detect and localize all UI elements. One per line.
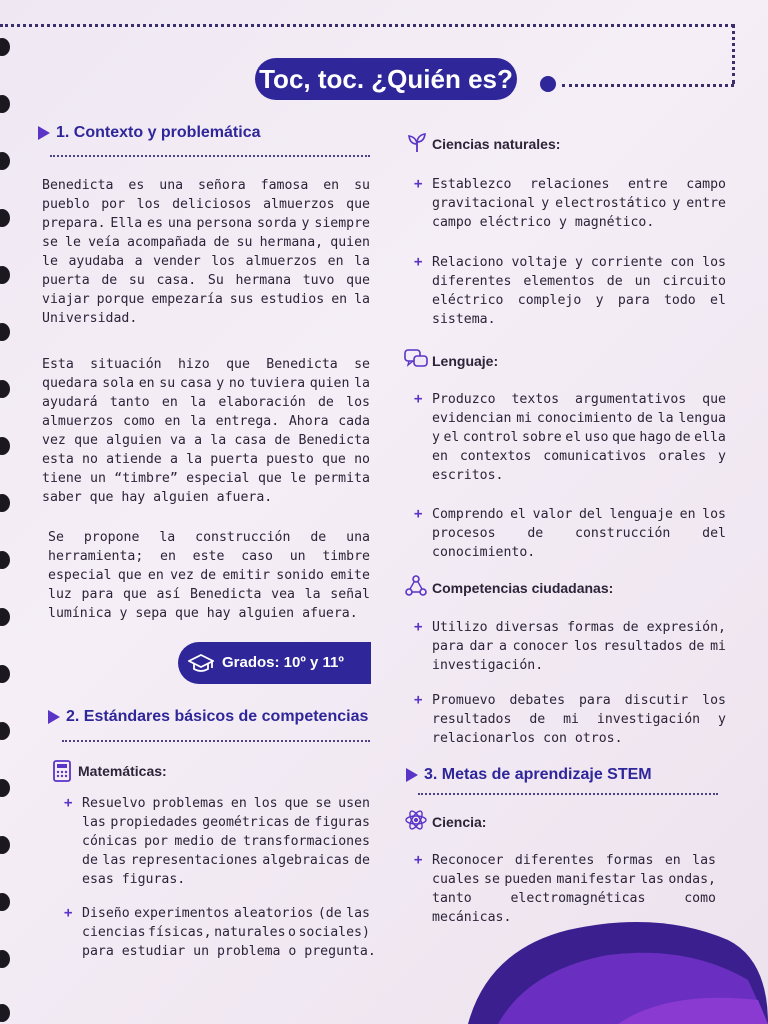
section1-heading-text: 1. Contexto y problemática [56,124,261,141]
calculator-icon [52,760,72,782]
text-line: le ayudaba a vender los almuerzos en la [42,254,370,269]
text-line: Relaciono voltaje y corriente con los [432,255,726,270]
text-line: se le veía acompañada de su hermana, quien [42,235,370,250]
decorative-dotted-line-title [562,84,734,87]
grades-badge [178,642,371,684]
text-line: herramienta; en este caso un timbre [48,549,370,564]
text-line: para estudiar un problema o pregunta. [82,944,376,959]
text-line: Diseño experimentos aleatorios (de las [82,906,370,921]
bullet-marker-icon: + [64,795,73,811]
people-network-icon [404,574,428,598]
text-line: Universidad. [42,311,138,326]
text-line: mecánicas. [432,910,512,925]
context-paragraph-3 [48,528,370,623]
text-line: cónicas por medio de transformaciones [82,834,370,849]
bullet-marker-icon: + [414,692,423,708]
text-line: resultados de mi investigación y [432,712,726,727]
text-line: Benedicta es una señora famosa en su [42,178,370,193]
bullet-marker-icon: + [414,506,423,522]
text-line: campo eléctrico y magnético. [432,215,655,230]
text-line: ciencias físicas, naturales o sociales) [82,925,370,940]
atom-icon [404,808,428,832]
text-line: esta no atiende a la puerta puesto que no [42,452,370,467]
text-line: procesos de construcción del [432,526,726,541]
section2-heading [48,708,368,726]
matematicas-item-2 [64,904,376,961]
text-line: vez que alguien va a la casa de Benedicta [42,433,370,448]
text-line: Utilizo diversas formas de expresión, [432,620,726,635]
text-line: tanto electromagnéticas como [432,891,716,906]
bullet-marker-icon: + [414,619,423,635]
competencias-ciudadanas-label: Competencias ciudadanas: [432,580,614,596]
text-line: puerta de su casa. Su hermana tuvo que [42,273,370,288]
speech-bubble-icon [404,348,428,370]
text-line: sistema. [432,312,496,327]
text-line: gravitacional y electrostático y entre [432,196,726,211]
section2-underline [62,740,370,742]
text-line: en contextos comunicativos orales y [432,449,726,464]
text-line: tiene un “timbre” especial que le permita [42,471,370,486]
ciudadanas-item-1 [414,618,726,675]
section3-heading [406,766,652,784]
bullet-marker-icon: + [414,852,423,868]
section1-underline [50,155,370,157]
ciencias-naturales-label: Ciencias naturales: [432,136,561,152]
text-line: Resuelvo problemas en los que se usen [82,796,370,811]
context-paragraph-1 [42,176,370,328]
bullet-marker-icon: + [414,254,423,270]
text-line: escritos. [432,468,504,483]
play-arrow-icon [48,710,60,724]
text-line: Promuevo debates para discutir los [432,693,726,708]
lenguaje-item-2 [414,505,726,562]
decorative-dotted-border-right [732,24,735,84]
text-line: investigación. [432,658,544,673]
text-line: prepara. Ella es una persona sorda y siempre [42,216,370,231]
text-line: viajar porque empezaría sus estudios en la [42,292,370,307]
text-line: de las representaciones algebraicas de [82,853,370,868]
text-line: esas figuras. [82,872,186,887]
decorative-dotted-border [0,24,734,27]
text-line: luz para que así Benedicta vea la señal [48,587,370,602]
lenguaje-item-1 [414,390,726,485]
text-line: Reconocer diferentes formas en las [432,853,716,868]
matematicas-item-1 [64,794,370,889]
decorative-purple-shape [468,910,768,1024]
page-title: Toc, toc. ¿Quién es? [255,58,517,100]
ciencia-label: Ciencia: [432,814,487,830]
ciudadanas-item-2 [414,691,726,748]
section3-underline [418,793,718,795]
play-arrow-icon [38,126,50,140]
section2-heading-text: 2. Estándares básicos de competencias [66,708,369,725]
text-line: Se propone la construcción de una [48,530,370,545]
ciencias-item-1 [414,175,726,232]
text-line: pueblo por los deliciosos almuerzos que [42,197,370,212]
section3-heading-text: 3. Metas de aprendizaje STEM [424,766,652,783]
text-line: las propiedades geométricas de figuras [82,815,370,830]
text-line: eléctrico complejo y para todo el [432,293,726,308]
text-line: evidencian mi conocimiento de la lengua [432,411,726,426]
text-line: saber que hay alguien afuera. [42,490,273,505]
ciencias-item-2 [414,253,726,329]
context-paragraph-2 [42,355,370,507]
text-line: cuales se pueden manifestar las ondas, [432,872,716,887]
bullet-marker-icon: + [414,391,423,407]
text-line: diferentes elementos de un circuito [432,274,726,289]
text-line: Comprendo el valor del lenguaje en los [432,507,726,522]
text-line: para dar a conocer los resultados de mi [432,639,726,654]
text-line: ayudará tanto en la elaboración de los [42,395,370,410]
matematicas-label: Matemáticas: [78,763,167,779]
text-line: relacionarlos con otros. [432,731,623,746]
text-line: Establezco relaciones entre campo [432,177,726,192]
grades-label: Grados: 10º y 11º [222,654,344,671]
title-dot-ornament [540,76,556,92]
text-line: quedara sola en su casa y no tuviera quien la [42,376,370,391]
text-line: almuerzos como en la entrega. Ahora cada [42,414,370,429]
bullet-marker-icon: + [414,176,423,192]
text-line: Esta situación hizo que Benedicta se [42,357,370,372]
text-line: Produzco textos argumentativos que [432,392,726,407]
section1-heading [38,124,261,142]
bullet-marker-icon: + [64,905,73,921]
text-line: y el control sobre el uso que hago de ella [432,430,726,445]
graduation-cap-icon [188,652,214,674]
text-line: especial que en vez de emitir sonido emite [48,568,370,583]
text-line: conocimiento. [432,545,536,560]
text-line: lumínica y sepa que hay alguien afuera. [48,606,358,621]
lenguaje-label: Lenguaje: [432,353,499,369]
plant-leaf-icon [406,132,428,154]
play-arrow-icon [406,768,418,782]
